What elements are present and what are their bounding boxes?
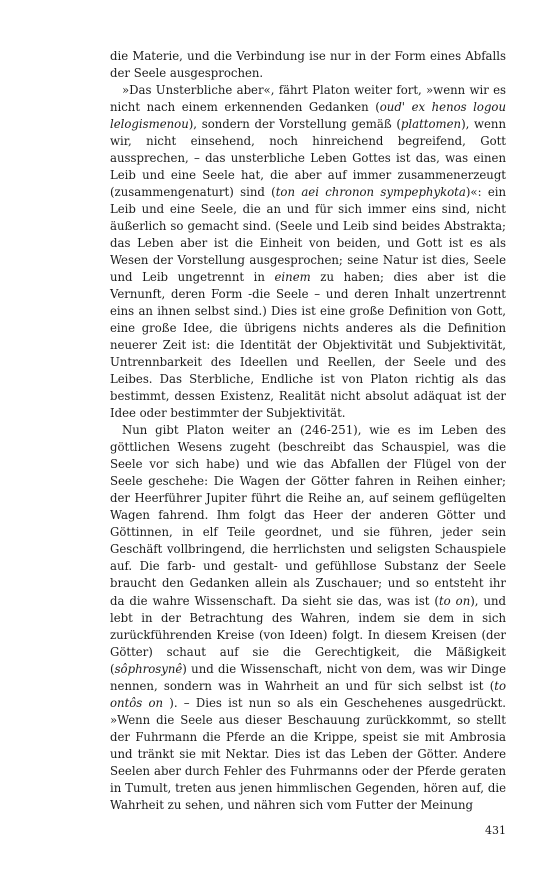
text-run: ), und lebt in der Betrachtung des Wahren, indem sie dem in sich zurückführenden Kreise (von Ideen) folgt. In diesem Kreisen (der Götter) schaut auf sie die Gerechtigkeit, die Mäßigkeit ( (110, 593, 507, 676)
italic-text: to on (438, 593, 471, 608)
italic-text: to ontôs on (110, 678, 506, 710)
page-number: 431 (485, 824, 506, 837)
text-run: )«: ein Leib und eine Seele, die an und für sich immer eins sind, nicht äußerlich so gemacht sind. (Seele und Leib sind beides Abstrakta; das Leben aber ist die Einheit von beiden, und Gott ist es als Wesen der Vorstellung ausgesprochen; seine Natur ist dies, Seele und Leib ungetrennt in (110, 185, 507, 285)
text-run: ), wenn wir, nicht einsehend, noch hinreichend begreifend, Gott aussprechen, – das unsterbliche Leben Gottes ist das, was einen Leib und eine Seele hat, die aber auf immer zusammenerzeugt (zusammengenaturt) sind ( (110, 117, 506, 200)
italic-text: sôphrosynê (114, 661, 183, 676)
body-text (110, 48, 506, 814)
paragraph (110, 82, 506, 422)
text-run: ). – Dies ist nun so als ein Geschehenes ausgedrückt. »Wenn die Seele aus dieser Beschauung zurückkommt, so stellt der Fuhrmann die Pferde an die Krippe, speist sie mit Ambrosia und tränkt sie mit Nektar. Dies ist das Leben der Götter. Andere Seelen aber durch Fehler des Fuhrmanns oder der Pferde geraten in Tumult, treten aus jenen himmlischen Gegenden, hören auf, die Wahrheit zu sehen, und nähren sich vom Futter der Meinung (110, 695, 506, 812)
italic-text: oud' ex henos logou lelogismenou (110, 100, 506, 132)
text-run: zu haben; dies aber ist die Vernunft, deren Form -die Seele – und deren Inhalt unzertrennt eins an ihnen selbst sind.) Dies ist eine große Definition von Gott, eine große Idee, die übrigens nichts anderes als die Definition neuerer Zeit ist: die Identität der Objektivität und Subjektivität, Untrennbarkeit des Ideellen und Reellen, der Seele und des Leibes. Das Sterbliche, Endliche ist von Platon richtig als das bestimmt, dessen Existenz, Realität nicht absolut adäquat ist der Idee oder bestimmter der Subjektivität. (110, 270, 506, 421)
text-run: Nun gibt Platon weiter an (246-251), wie es im Leben des göttlichen Wesens zugeht (beschreibt das Schauspiel, was die Seele vor sich habe) und wie das Abfallen der Flügel von der Seele geschehe: Die Wagen der Götter fahren in Reihen einher; der Heerführer Jupiter führt die Reihe an, auf seinem geflügelten Wagen fahrend. Ihm folgt das Heer der anderen Götter und Göttinnen, in elf Teile geordnet, und sie führen, jeder sein Geschäft vollbringend, die herrlichsten und seligsten Schauspiele auf. Die farb- und gestalt- und gefühllose Substanz der Seele braucht den Gedanken allein als Zuschauer; und so entsteht ihr da die wahre Wissenschaft. Da sieht sie das, was ist ( (110, 423, 506, 608)
paragraph (110, 48, 506, 82)
italic-text: plattomen (400, 117, 462, 132)
text-run: die Materie, und die Verbindung ise nur in der Form eines Abfalls der Seele ausgesprochen. (110, 49, 506, 81)
italic-text: einem (274, 270, 311, 285)
italic-text: ton aei chronon sympephykota (275, 185, 466, 200)
paragraph (110, 422, 506, 813)
text-run: ), sondern der Vorstellung gemäß ( (188, 117, 401, 132)
text-run: ) und die Wissenschaft, nicht von dem, was wir Dinge nennen, sondern was in Wahrheit an und für sich selbst ist ( (110, 661, 506, 693)
text-run: »Das Unsterbliche aber«, fährt Platon weiter fort, »wenn wir es nicht nach einem erkennenden Gedanken ( (110, 83, 506, 115)
